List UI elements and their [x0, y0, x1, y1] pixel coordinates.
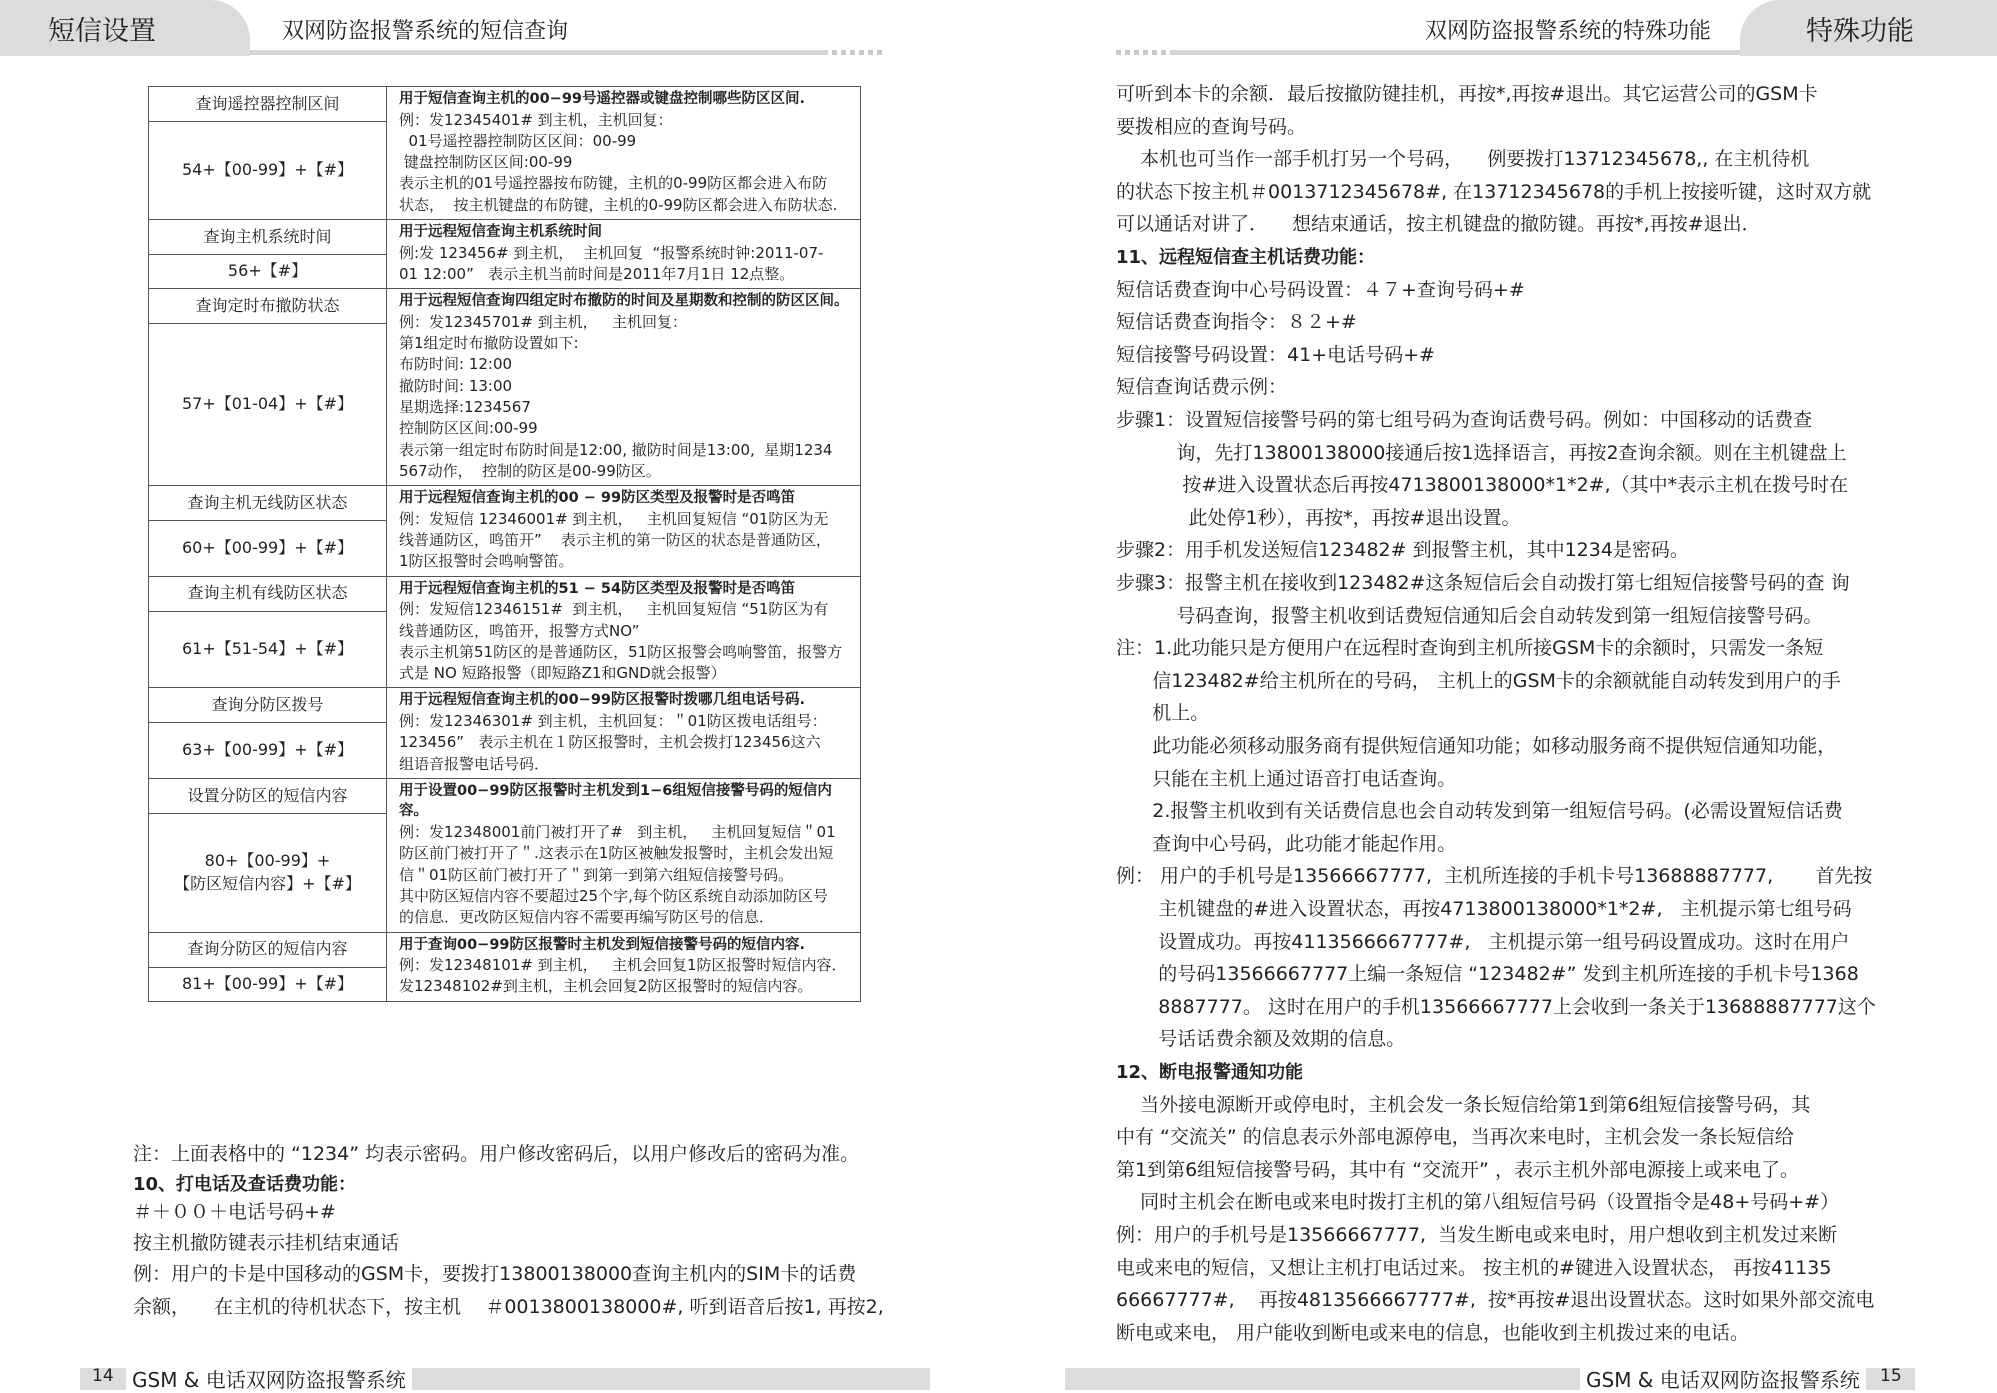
description-line: 的信息．更改防区短信内容不需要再编写防区号的信息．	[399, 908, 775, 927]
section-heading: 10、打电话及查话费功能：	[133, 1174, 357, 1195]
description-line: 布防时间: 12:00	[399, 355, 513, 374]
body-line: 2.报警主机收到有关话费信息也会自动转发到第一组短信号码。(必需设置短信话费	[1116, 800, 1843, 823]
table-row	[149, 778, 861, 813]
command-label: 查询主机无线防区状态	[149, 486, 387, 521]
command-description	[387, 87, 861, 220]
description-line: 控制防区区间:00-99	[399, 419, 538, 438]
body-line: 注：1.此功能只是方便用户在远程时查询到主机所接GSM卡的余额时，只需发一条短	[1116, 637, 1824, 660]
right-header-title: 双网防盗报警系统的特殊功能	[1425, 19, 1712, 44]
right-header-tab-label: 特殊功能	[1806, 15, 1914, 47]
description-heading: 用于远程短信查询四组定时布撤防的时间及星期数和控制的防区区间。	[399, 293, 849, 310]
command-syntax: 57+【01-04】+【#】	[149, 324, 387, 486]
command-label: 查询主机系统时间	[149, 220, 387, 255]
description-line: 撤防时间: 13:00	[399, 376, 513, 395]
command-description	[387, 778, 861, 932]
description-line: 例:发 123456# 到主机， 主机回复 “报警系统时钟:2011-07-	[399, 243, 824, 262]
table-row	[149, 87, 861, 122]
description-heading: 用于设置00−99防区报警时主机发到1−6组短信接警号码的短信内容。	[399, 782, 832, 820]
description-heading: 用于远程短信查询主机系统时间	[399, 224, 602, 241]
command-label: 查询分防区拨号	[149, 688, 387, 723]
description-line: 123456” 表示主机在１防区报警时，主机会拨打123456这六	[399, 733, 821, 752]
section-heading: 12、断电报警通知功能	[1116, 1062, 1304, 1083]
body-line: 要拨相应的查询号码。	[1116, 115, 1307, 138]
body-line: 询，先打13800138000接通后按1选择语言，再按2查询余额。则在主机键盘上	[1116, 441, 1847, 464]
table-row	[149, 576, 861, 611]
description-heading: 用于远程短信查询主机的00 − 99防区类型及报警时是否鸣笛	[399, 490, 796, 507]
command-description	[387, 932, 861, 1001]
command-description	[387, 220, 861, 289]
right-footer-title: GSM & 电话双网防盗报警系统	[1580, 1364, 1866, 1393]
command-syntax: 54+【00-99】+【#】	[149, 122, 387, 220]
command-syntax: 60+【00-99】+【#】	[149, 521, 387, 576]
body-line: 步骤3：报警主机在接收到123482#这条短信后会自动拨打第七组短信接警号码的查 询	[1116, 572, 1850, 594]
left-header-rule	[250, 50, 828, 55]
command-label: 查询分防区的短信内容	[149, 932, 387, 967]
description-line: 例：发12348101# 到主机， 主机会回复1防区报警时短信内容．	[399, 956, 847, 975]
description-line: 第1组定时布撤防设置如下:	[399, 334, 579, 353]
body-line: 短信话费查询指令：８２+#	[1116, 311, 1357, 334]
body-line: 此处停1秒），再按*，再按#退出设置。	[1116, 506, 1521, 529]
description-line: 式是 NO 短路报警（即短路Z1和GND就会报警）	[399, 664, 726, 683]
right-page	[1040, 0, 1997, 1392]
body-line: 此功能必须移动服务商有提供短信通知功能；如移动服务商不提供短信通知功能，	[1116, 735, 1837, 757]
left-header-tab	[0, 0, 250, 56]
body-line: 号码查询，报警主机收到话费短信通知后会自动转发到第一组短信接警号码。	[1116, 604, 1823, 627]
body-line: 号话话费余额及效期的信息。	[1116, 1028, 1406, 1051]
description-line: 键盘控制防区区间:00-99	[399, 153, 573, 172]
right-header-tab	[1740, 0, 1997, 56]
description-line: 组语音报警电话号码．	[399, 754, 550, 773]
body-line: 的号码13566667777上编一条短信 “123482#” 发到主机所连接的手机卡号1368	[1116, 963, 1859, 986]
right-header-rule	[1170, 50, 1740, 55]
description-line: 01号遥控器控制防区区间：00-99	[399, 131, 637, 150]
description-line: 线普通防区，鸣笛开，报警方式NO”	[399, 621, 640, 640]
body-line: 的状态下按主机＃0013712345678#, 在13712345678的手机上按接听键，这时双方就	[1116, 180, 1872, 203]
body-line: 查询中心号码，此功能才能起作用。	[1116, 832, 1457, 855]
description-line: 其中防区短信内容不要超过25个字,每个防区系统自动添加防区号	[399, 886, 828, 905]
table-row	[149, 688, 861, 723]
right-footer-page-number: 15	[1880, 1366, 1902, 1386]
description-line: 防区前门被打开了＂.这表示在1防区被触发报警时，主机会发出短	[399, 844, 834, 863]
description-line: 01 12:00” 表示主机当前时间是2011年7月1日 12点整。	[399, 264, 795, 283]
body-line: 可以通话对讲了． 想结束通话，按主机键盘的撤防键。再按*,再按#退出．	[1116, 213, 1761, 236]
body-line: 8887777。 这时在用户的手机13566667777上会收到一条关于13688887777这个	[1116, 995, 1876, 1018]
sms-command-table	[148, 86, 861, 1002]
description-line: 例：发短信12346151# 到主机， 主机回复短信 “51防区为有	[399, 600, 829, 619]
command-syntax: 61+【51-54】+【#】	[149, 611, 387, 688]
left-header-title: 双网防盗报警系统的短信查询	[282, 19, 569, 44]
body-line: 第1到第6组短信接警号码，其中有 “交流开” ，表示主机外部电源接上或来电了。	[1116, 1158, 1799, 1181]
command-label: 查询定时布撤防状态	[149, 289, 387, 324]
description-line: 例：发短信 12346001# 到主机， 主机回复短信 “01防区为无	[399, 509, 829, 528]
table-row	[149, 932, 861, 967]
body-line: 短信查询话费示例：	[1116, 376, 1288, 399]
right-header-dots	[1116, 50, 1166, 55]
description-line: 状态， 按主机键盘的布防键，主机的0-99防区都会进入布防状态.	[399, 195, 838, 214]
body-line: 信123482#给主机所在的号码， 主机上的GSM卡的余额就能自动转发到用户的手	[1116, 669, 1841, 692]
body-line: 短信接警号码设置：41+电话号码+#	[1116, 343, 1435, 366]
body-line: 步骤2：用手机发送短信123482# 到报警主机，其中1234是密码。	[1116, 539, 1689, 562]
command-description	[387, 688, 861, 778]
command-description	[387, 289, 861, 486]
body-line: 只能在主机上通过语音打电话查询。	[1116, 767, 1457, 790]
body-line: 按主机撤防键表示挂机结束通话	[133, 1232, 400, 1254]
body-line: ＃＋００＋电话号码+#	[133, 1201, 336, 1223]
left-header-tab-label: 短信设置	[48, 15, 156, 47]
command-syntax: 80+【00-99】+ 【防区短信内容】+【#】	[149, 813, 387, 932]
table-row	[149, 289, 861, 324]
description-line: 发12348102#到主机，主机会回复2防区报警时的短信内容。	[399, 977, 813, 996]
description-heading: 用于短信查询主机的00−99号遥控器或键盘控制哪些防区区间.	[399, 91, 806, 107]
body-line: 余额， 在主机的待机状态下，按主机 ＃0013800138000#, 听到语音后按1, 再按2,	[133, 1296, 884, 1318]
command-label: 查询遥控器控制区间	[149, 87, 387, 122]
description-line: 星期选择:1234567	[399, 398, 531, 416]
description-line: 例：发12345401# 到主机，主机回复：	[399, 110, 673, 129]
body-line: 短信话费查询中心号码设置：４７+查询号码+#	[1116, 278, 1525, 301]
command-syntax: 56+【#】	[149, 255, 387, 289]
left-footer-page-number: 14	[92, 1366, 114, 1386]
description-line: 例：发12345701# 到主机， 主机回复：	[399, 312, 687, 331]
body-line: 电或来电的短信，又想让主机打电话过来。 按主机的#键进入设置状态， 再按41135	[1116, 1256, 1832, 1279]
left-footer-title: GSM & 电话双网防盗报警系统	[126, 1364, 412, 1393]
description-heading: 用于查询00−99防区报警时主机发到短信接警号码的短信内容.	[399, 936, 806, 953]
body-line: 例：用户的卡是中国移动的GSM卡，要拨打13800138000查询主机内的SIM卡的话费	[133, 1263, 857, 1285]
body-line: 设置成功。再按4113566667777#, 主机提示第一组号码设置成功。这时在用户	[1116, 930, 1850, 953]
description-line: 信＂01防区前门被打开了＂到第一到第六组短信接警号码。	[399, 865, 794, 884]
table-row	[149, 220, 861, 255]
description-heading: 用于远程短信查询主机的51 − 54防区类型及报警时是否鸣笛	[399, 580, 796, 597]
section-heading: 11、远程短信查主机话费功能：	[1116, 247, 1376, 268]
body-line: 按#进入设置状态后再按4713800138000*1*2#,（其中*表示主机在拨号时在	[1116, 474, 1849, 497]
body-line: 机上。	[1116, 702, 1210, 725]
body-line: 可听到本卡的余额．最后按撤防键挂机，再按*,再按#退出。其它运营公司的GSM卡	[1116, 83, 1818, 105]
command-syntax: 63+【00-99】+【#】	[149, 723, 387, 778]
description-line: 例：发12348001前门被打开了# 到主机， 主机回复短信＂01	[399, 823, 836, 842]
body-line: 本机也可当作一部手机打另一个号码， 例要拨打13712345678,, 在主机待机	[1116, 148, 1810, 171]
command-description	[387, 486, 861, 576]
command-label: 设置分防区的短信内容	[149, 778, 387, 813]
body-line: 例：用户的手机号是13566667777, 当发生断电或来电时，用户想收到主机发过来断	[1116, 1224, 1838, 1246]
body-line: 步骤1：设置短信接警号码的第七组号码为查询话费号码。例如：中国移动的话费查	[1116, 409, 1813, 431]
body-line: 例： 用户的手机号是13566667777, 主机所连接的手机卡号13688887777, 首先按	[1116, 865, 1873, 888]
body-line: 注：上面表格中的 “1234” 均表示密码。用户修改密码后，以用户修改后的密码为准。	[133, 1143, 860, 1165]
table-row	[149, 486, 861, 521]
description-line: 567动作， 控制的防区是00-99防区。	[399, 461, 661, 480]
description-line: 表示主机的01号遥控器按布防键，主机的0-99防区都会进入布防	[399, 174, 828, 193]
description-line: 表示第一组定时布防时间是12:00, 撤防时间是13:00, 星期1234	[399, 440, 833, 459]
command-label: 查询主机有线防区状态	[149, 576, 387, 611]
body-line: 中有 “交流关” 的信息表示外部电源停电，当再次来电时，主机会发一条长短信给	[1116, 1126, 1794, 1149]
left-page	[0, 0, 960, 1392]
body-line: 断电或来电， 用户能收到断电或来电的信息，也能收到主机拨过来的电话。	[1116, 1321, 1750, 1344]
description-line: 例：发12346301# 到主机，主机回复：＂01防区拨电话组号：	[399, 712, 827, 730]
description-line: 线普通防区，鸣笛开” 表示主机的第一防区的状态是普通防区，	[399, 531, 831, 550]
description-line: 1防区报警时会鸣响警笛。	[399, 552, 574, 571]
body-line: 主机键盘的#进入设置状态，再按4713800138000*1*2#, 主机提示第七组号码	[1116, 898, 1852, 920]
command-syntax: 81+【00-99】+【#】	[149, 967, 387, 1001]
body-line: 当外接电源断开或停电时，主机会发一条长短信给第1到第6组短信接警号码，其	[1116, 1093, 1811, 1116]
command-description	[387, 576, 861, 688]
body-line: 同时主机会在断电或来电时拨打主机的第八组短信号码（设置指令是48+号码+#）	[1116, 1191, 1840, 1214]
body-line: 66667777#, 再按4813566667777#, 按*再按#退出设置状态。这时如果外部交流电	[1116, 1289, 1875, 1312]
description-heading: 用于远程短信查询主机的00−99防区报警时拨哪几组电话号码.	[399, 692, 806, 709]
description-line: 表示主机第51防区的是普通防区，51防区报警会鸣响警笛，报警方	[399, 642, 843, 661]
left-header-dots	[832, 50, 882, 55]
